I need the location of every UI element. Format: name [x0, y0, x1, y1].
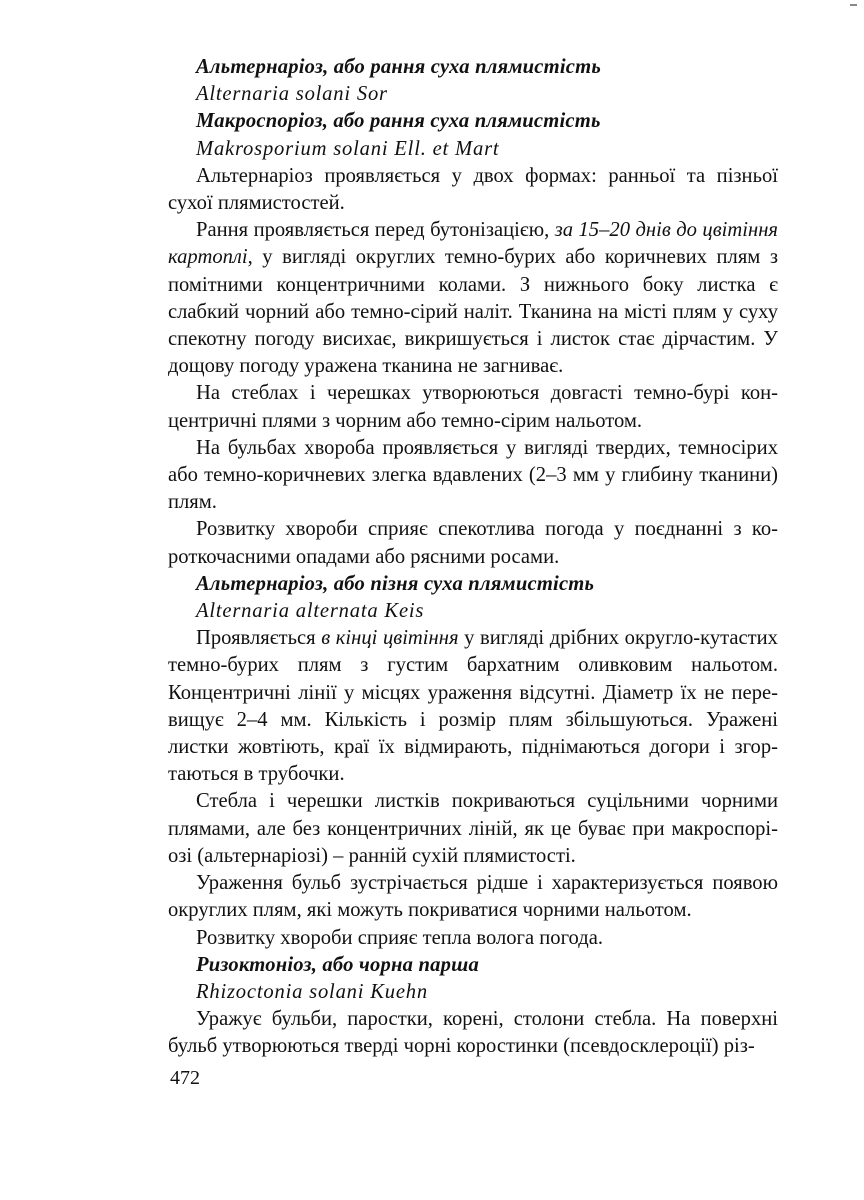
paragraph-conditions: Розвитку хвороби сприяє спекотлива погода у поєднанні з короткочасними опадами або рясними росами.: [168, 518, 778, 568]
paragraph-late-form: Проявляється в кінці цвітіння у вигляді дрібних округло-кутастих темно-бурих плям з густим бархатним оливковим нальотом. Концентричні лінії у місцях ураження відсутні. Діаметр їх не перевищує 2–4 мм. Кількість і розмір плям збільшуються. Уражені листки жовтіють, краї їх відмирають, піднімаються догори і згортаються в трубочки.: [168, 627, 778, 786]
page-body: [168, 54, 778, 1061]
paragraph-stems: На стеблах і черешках утворюються довгасті темно-бурі концентричні плями з чорним або темно-сірим нальотом.: [168, 382, 778, 432]
scan-mark: [850, 4, 857, 6]
latin-name-makrosporium-solani: Makrosporium solani Ell. et Mart: [196, 137, 500, 160]
emphasis-timing-late: в кінці цвітіння: [321, 627, 459, 650]
paragraph-rhizoctoniosis: Уражує бульби, паростки, корені, столони стебла. На поверхні бульб утворюються тверді чорні коростинки (псевдосклероції) різ-: [168, 1008, 778, 1058]
latin-name-rhizoctonia-solani: Rhizoctonia solani Kuehn: [196, 980, 428, 1003]
section-heading-rhizoctoniosis: Ризоктоніоз, або чорна парша: [196, 953, 479, 976]
emphasis-timing: за 15–20 днів до цвітіння картоплі: [168, 219, 778, 269]
paragraph-late-stems: Стебла і черешки листків покриваються суцільними чорними плямами, але без концентричних ліній, як це буває при макроспоріозі (альтернаріозі) – ранній сухій плямистості.: [168, 790, 778, 867]
latin-name-alternaria-alternata: Alternaria alternata Keis: [196, 600, 425, 623]
section-heading-macrosporiosis: Макроспоріоз, або рання суха плямистість: [196, 110, 601, 133]
paragraph-forms: Альтернаріоз проявляється у двох формах: ранньої та пізньої сухої плямистостей.: [168, 164, 778, 215]
page-number: 472: [170, 1067, 200, 1089]
paragraph-late-tubers: Ураження бульб зустрічається рідше і характеризується появою округлих плям, які можуть покриватися чорними нальотом.: [168, 872, 778, 922]
paragraph-late-conditions: Розвитку хвороби сприяє тепла волога погода.: [196, 926, 603, 949]
latin-name-alternaria-solani: Alternaria solani Sor: [196, 83, 388, 106]
section-heading-alternariosis-late: Альтернаріоз, або пізня суха плямистість: [196, 572, 595, 595]
paragraph-early-form: Рання проявляється перед бутонізацією, за 15–20 днів до цвітіння картоплі, у вигляді округлих темно-бурих або коричневих плям з помітними концентричними колами. З нижнього боку листка є слабкий чорний або темно-сірий наліт. Тканина на місті плям у суху спекотну погоду висихає, викришується і листок стає дірчастим. У дощову погоду уражена тканина не загниває.: [168, 219, 778, 378]
section-heading-alternariosis-early: Альтернаріоз, або рання суха плямистість: [196, 56, 601, 78]
paragraph-tubers: На бульбах хвороба проявляється у вигляді твердих, темносірих або темно-коричневих злегка вдавлених (2–3 мм у глибину тканини) плям.: [168, 436, 778, 514]
